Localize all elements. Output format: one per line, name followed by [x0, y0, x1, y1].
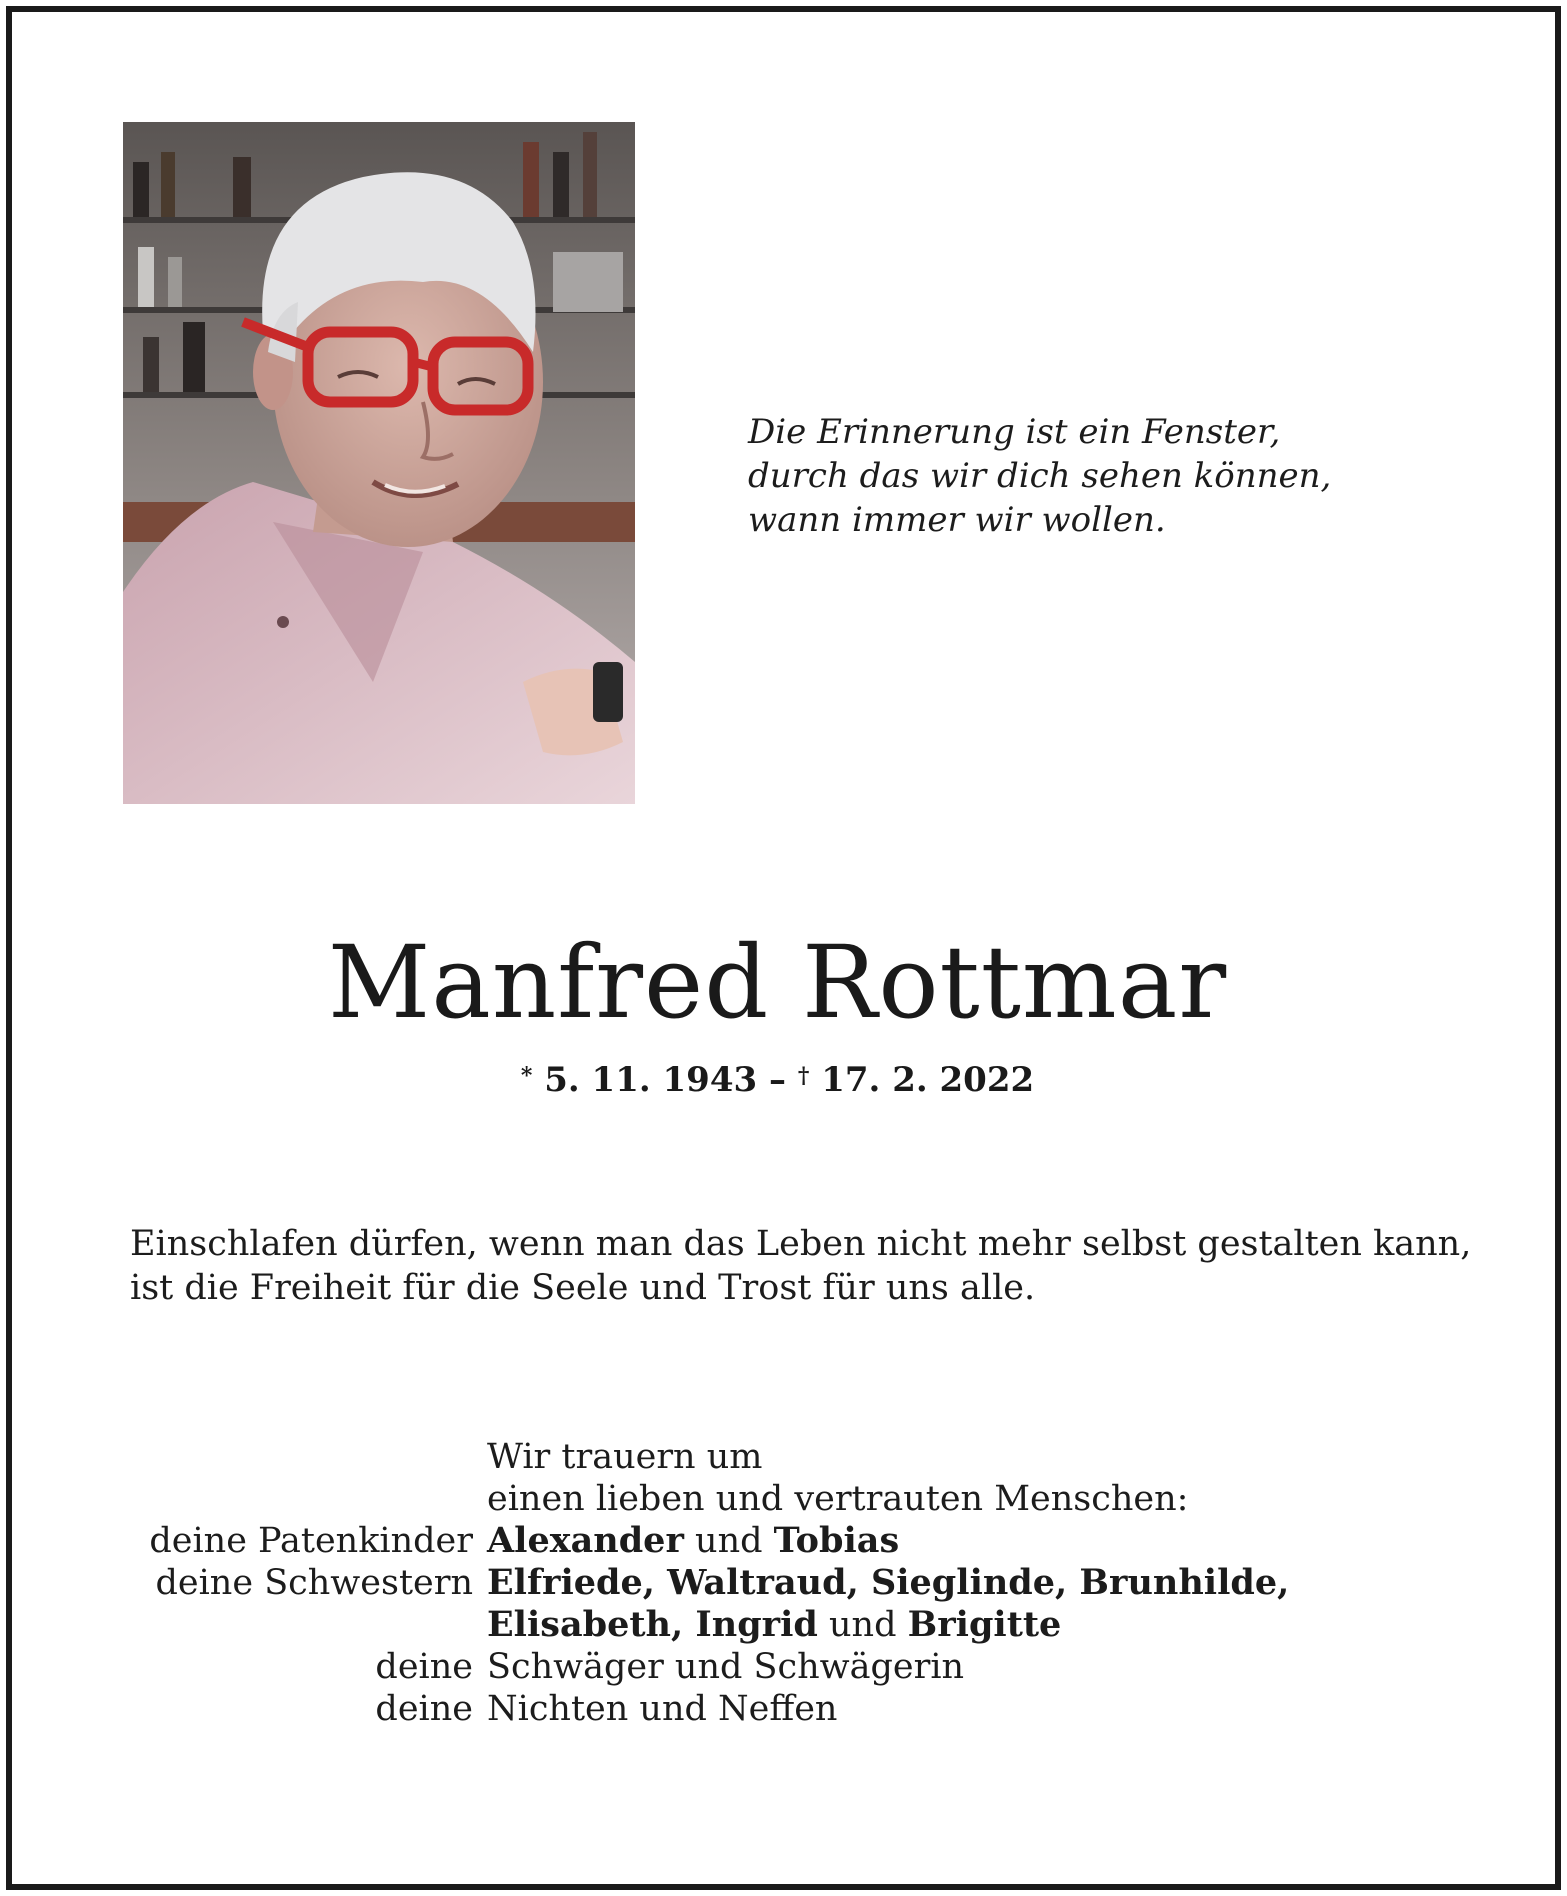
godchildren-row [0, 1520, 1555, 1562]
nieces-text: Nichten und Neffen [487, 1689, 838, 1729]
passage-line: ist die Freiheit für die Seele und Trost für uns alle. [130, 1268, 1036, 1308]
death-symbol: † [797, 1063, 810, 1089]
mourners-block [0, 1436, 1555, 1730]
sisters-row-continued [0, 1604, 1555, 1646]
memorial-passage [130, 1222, 1490, 1310]
portrait-illustration [123, 122, 635, 804]
birth-symbol: * [520, 1063, 533, 1089]
intro-text: einen lieben und vertrauten Menschen: [487, 1479, 1189, 1519]
quote-line: wann immer wir wollen. [748, 500, 1166, 540]
passage-line: Einschlafen dürfen, wenn man das Leben nicht mehr selbst gestalten kann, [130, 1224, 1472, 1264]
date-dash: – [757, 1060, 798, 1100]
life-dates [0, 1058, 1555, 1102]
godchildren-names [487, 1520, 899, 1562]
mourner-name: Elisabeth, Ingrid [487, 1604, 818, 1645]
quote-line: durch das wir dich sehen können, [748, 456, 1332, 496]
deceased-name: Manfred Rottmar [327, 924, 1228, 1041]
memorial-quote [748, 410, 1368, 542]
intro-text: Wir trauern um [487, 1437, 763, 1477]
mourner-name: Tobias [773, 1520, 900, 1561]
relation-label: deine Patenkinder [149, 1521, 473, 1561]
relation-label: deine Schwestern [155, 1563, 473, 1603]
conjunction: und [817, 1605, 908, 1645]
relation-label: deine [375, 1647, 473, 1687]
sisters-names-line2 [487, 1604, 1061, 1646]
mourner-name: Alexander [487, 1520, 684, 1561]
sisters-names-line1 [487, 1562, 1289, 1604]
in-laws-text: Schwäger und Schwägerin [487, 1647, 965, 1687]
quote-line: Die Erinnerung ist ein Fenster, [748, 412, 1281, 452]
conjunction: und [683, 1521, 774, 1561]
mourners-intro-line [0, 1478, 1555, 1520]
mourner-name: Brigitte [907, 1604, 1062, 1645]
birth-date: 5. 11. 1943 [544, 1060, 758, 1100]
mourners-intro-line [0, 1436, 1555, 1478]
sisters-row [0, 1562, 1555, 1604]
portrait-photo [123, 122, 635, 804]
mourner-name: Elfriede, Waltraud, Sieglinde, Brunhilde, [487, 1562, 1290, 1603]
nieces-row [0, 1688, 1555, 1730]
relation-label: deine [375, 1689, 473, 1729]
death-date: 17. 2. 2022 [821, 1060, 1035, 1100]
in-laws-row [0, 1646, 1555, 1688]
